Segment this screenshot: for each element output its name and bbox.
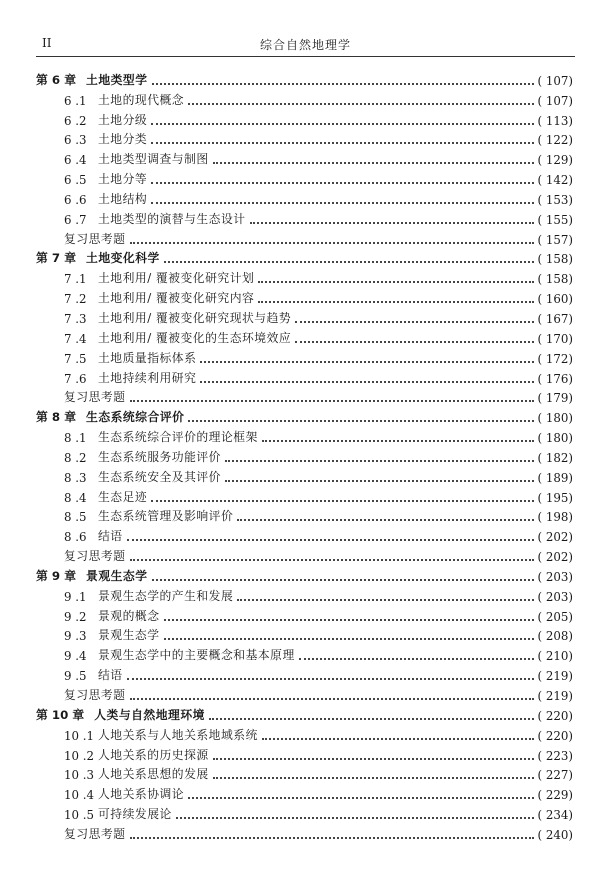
toc-page-number: ( 182) <box>537 450 573 465</box>
toc-entry-number: 9 .4 <box>64 649 87 664</box>
toc-entry-label: 土地结构 <box>98 191 148 206</box>
dot-leader <box>176 817 534 819</box>
toc-section-row[interactable] <box>36 584 573 604</box>
dot-leader <box>130 242 534 244</box>
toc-entry-label: 复习思考题 <box>64 231 126 246</box>
dot-leader <box>130 837 534 839</box>
toc-entry-label: 结语 <box>98 529 123 544</box>
toc-chapter-row[interactable] <box>36 405 573 425</box>
toc-section-row[interactable] <box>36 147 573 167</box>
toc-page-number: ( 220) <box>537 708 573 723</box>
toc-entry-label: 可持续发展论 <box>98 807 172 822</box>
toc-page-number: ( 176) <box>537 371 573 386</box>
toc-page-number: ( 107) <box>537 93 573 108</box>
toc-page-number: ( 129) <box>537 153 573 168</box>
dot-leader <box>130 698 534 700</box>
toc-entry-number: 9 .2 <box>64 609 87 624</box>
toc-entry-number: 第 9 章 <box>36 568 77 583</box>
toc-page-number: ( 160) <box>537 292 573 307</box>
toc-page-number: ( 203) <box>537 589 573 604</box>
toc-entry-label: 复习思考题 <box>64 826 126 841</box>
toc-page-number: ( 240) <box>537 827 573 842</box>
dot-leader <box>258 281 533 283</box>
toc-entry-number: 8 .1 <box>64 431 87 446</box>
toc-page-number: ( 172) <box>537 351 573 366</box>
toc-page-number: ( 179) <box>537 391 573 406</box>
toc-entry-number: 7 .4 <box>64 331 87 346</box>
dot-leader <box>262 738 534 740</box>
toc-entry-number: 7 .6 <box>64 371 87 386</box>
toc-entry-number: 6 .2 <box>64 113 87 128</box>
toc-entry-label: 土地类型调查与制图 <box>98 152 209 167</box>
dot-leader <box>237 599 533 601</box>
toc-entry-label: 人类与自然地理环境 <box>94 707 205 722</box>
toc-entry-label: 土地持续利用研究 <box>98 370 197 385</box>
toc-entry-label: 景观生态学 <box>86 568 148 583</box>
toc-entry-number: 6 .3 <box>64 133 87 148</box>
toc-section-row[interactable] <box>36 643 573 663</box>
toc-entry-number: 第 6 章 <box>36 72 77 87</box>
toc-section-row[interactable] <box>36 782 573 802</box>
toc-page-number: ( 122) <box>537 133 573 148</box>
toc-entry-number: 10 .4 <box>64 788 95 803</box>
toc-entry-number: 9 .1 <box>64 589 87 604</box>
toc-review-row[interactable] <box>36 386 573 406</box>
toc-page-number: ( 227) <box>537 768 573 783</box>
toc-entry-label: 结语 <box>98 668 123 683</box>
toc-entry-label: 土地分类 <box>98 132 148 147</box>
toc-section-row[interactable] <box>36 505 573 525</box>
toc-entry-label: 土地分等 <box>98 172 148 187</box>
toc-section-row[interactable] <box>36 326 573 346</box>
toc-section-row[interactable] <box>36 624 573 644</box>
toc-entry-number: 8 .2 <box>64 450 87 465</box>
toc-entry-label: 土地分级 <box>98 112 148 127</box>
table-of-contents <box>36 68 573 842</box>
toc-entry-label: 生态系统综合评价 <box>86 410 185 425</box>
dot-leader <box>130 559 534 561</box>
toc-entry-label: 复习思考题 <box>64 688 126 702</box>
toc-review-row[interactable] <box>36 683 573 703</box>
toc-entry-label: 土地利用/ 覆被变化研究现状与趋势 <box>98 310 292 325</box>
toc-section-row[interactable] <box>36 346 573 366</box>
toc-entry-number: 8 .6 <box>64 530 87 545</box>
toc-entry-number: 6 .6 <box>64 192 87 207</box>
toc-section-row[interactable] <box>36 465 573 485</box>
toc-page-number: ( 202) <box>537 550 573 565</box>
toc-entry-number: 6 .4 <box>64 153 87 168</box>
toc-section-row[interactable] <box>36 286 573 306</box>
toc-entry-label: 景观生态学的产生和发展 <box>98 588 234 603</box>
dot-leader <box>188 797 533 799</box>
toc-section-row[interactable] <box>36 604 573 624</box>
toc-entry-number: 7 .1 <box>64 272 87 287</box>
toc-entry-label: 复习思考题 <box>64 390 126 405</box>
toc-chapter-row[interactable] <box>36 703 573 723</box>
dot-leader <box>299 658 534 660</box>
toc-entry-label: 人地关系与人地关系地域系统 <box>98 727 258 742</box>
toc-section-row[interactable] <box>36 128 573 148</box>
dot-leader <box>151 500 533 502</box>
toc-entry-label: 土地变化科学 <box>86 251 160 266</box>
toc-entry-number: 第 10 章 <box>36 707 85 722</box>
dot-leader <box>130 400 534 402</box>
toc-entry-label: 土地利用/ 覆被变化研究内容 <box>98 291 255 306</box>
toc-page-number: ( 219) <box>537 689 573 703</box>
dot-leader <box>127 678 534 680</box>
toc-page-number: ( 223) <box>537 748 573 763</box>
toc-entry-number: 9 .3 <box>64 629 87 644</box>
dot-leader <box>237 519 533 521</box>
toc-section-row[interactable] <box>36 266 573 286</box>
dot-leader <box>151 182 533 184</box>
toc-entry-label: 土地类型的演替与生态设计 <box>98 211 246 226</box>
toc-entry-label: 景观生态学中的主要概念和基本原理 <box>98 648 295 663</box>
toc-entry-number: 7 .2 <box>64 292 87 307</box>
dot-leader <box>225 460 534 462</box>
toc-entry-number: 8 .4 <box>64 490 87 505</box>
toc-entry-number: 10 .1 <box>64 728 95 743</box>
dot-leader <box>151 202 533 204</box>
toc-entry-label: 土地质量指标体系 <box>98 350 197 365</box>
dot-leader <box>200 381 533 383</box>
dot-leader <box>127 539 534 541</box>
toc-section-row[interactable] <box>36 802 573 822</box>
toc-entry-number: 第 8 章 <box>36 410 77 425</box>
dot-leader <box>213 777 534 779</box>
toc-section-row[interactable] <box>36 485 573 505</box>
toc-review-row[interactable] <box>36 227 573 247</box>
toc-section-row[interactable] <box>36 763 573 783</box>
dot-leader <box>164 638 534 640</box>
toc-entry-number: 8 .3 <box>64 470 87 485</box>
toc-section-row[interactable] <box>36 187 573 207</box>
toc-page-number: ( 208) <box>537 629 573 644</box>
toc-page-number: ( 142) <box>537 173 573 188</box>
toc-chapter-row[interactable] <box>36 68 573 88</box>
dot-leader <box>213 162 534 164</box>
toc-entry-number: 10 .3 <box>64 768 95 783</box>
toc-entry-label: 土地类型学 <box>86 72 148 87</box>
dot-leader <box>152 579 534 581</box>
toc-page-number: ( 155) <box>537 212 573 227</box>
toc-entry-number: 9 .5 <box>64 669 87 684</box>
toc-section-row[interactable] <box>36 445 573 465</box>
toc-page-number: ( 189) <box>537 470 573 485</box>
toc-page-number: ( 198) <box>537 510 573 525</box>
dot-leader <box>151 142 533 144</box>
toc-section-row[interactable] <box>36 743 573 763</box>
book-title: 综合自然地理学 <box>259 38 351 52</box>
toc-chapter-row[interactable] <box>36 247 573 267</box>
toc-entry-label: 生态系统安全及其评价 <box>98 469 221 484</box>
toc-section-row[interactable] <box>36 167 573 187</box>
toc-chapter-row[interactable] <box>36 564 573 584</box>
toc-entry-label: 生态系统服务功能评价 <box>98 449 221 464</box>
toc-entry-label: 景观生态学 <box>98 628 160 643</box>
toc-page-number: ( 158) <box>537 272 573 287</box>
toc-page-number: ( 220) <box>537 728 573 743</box>
toc-entry-label: 生态足迹 <box>98 489 148 504</box>
toc-page-number: ( 203) <box>537 569 573 584</box>
dot-leader <box>200 361 533 363</box>
dot-leader <box>295 341 533 343</box>
toc-page-number: ( 205) <box>537 609 573 624</box>
toc-page-number: ( 107) <box>537 73 573 88</box>
toc-page-number: ( 180) <box>537 431 573 446</box>
toc-page-number: ( 219) <box>537 669 573 684</box>
toc-review-row[interactable] <box>36 822 573 842</box>
toc-entry-label: 景观的概念 <box>98 608 160 623</box>
dot-leader <box>250 222 534 224</box>
toc-section-row[interactable] <box>36 306 573 326</box>
toc-entry-label: 复习思考题 <box>64 549 126 564</box>
toc-entry-label: 土地利用/ 覆被变化研究计划 <box>98 271 255 286</box>
toc-section-row[interactable] <box>36 108 573 128</box>
toc-section-row[interactable] <box>36 88 573 108</box>
toc-entry-number: 6 .1 <box>64 93 87 108</box>
toc-entry-label: 生态系统管理及影响评价 <box>98 509 234 524</box>
dot-leader <box>188 103 533 105</box>
dot-leader <box>151 123 533 125</box>
dot-leader <box>262 440 534 442</box>
toc-entry-label: 土地的现代概念 <box>98 92 185 107</box>
toc-page-number: ( 113) <box>537 113 573 128</box>
toc-page-number: ( 202) <box>537 530 573 545</box>
toc-entry-number: 8 .5 <box>64 510 87 525</box>
toc-page-number: ( 210) <box>537 649 573 664</box>
toc-page-number: ( 180) <box>537 411 573 426</box>
dot-leader <box>209 718 534 720</box>
toc-entry-label: 人地关系协调论 <box>98 787 185 802</box>
toc-section-row[interactable] <box>36 207 573 227</box>
dot-leader <box>213 758 534 760</box>
toc-entry-number: 7 .3 <box>64 311 87 326</box>
dot-leader <box>152 83 534 85</box>
page-number: II <box>42 36 52 50</box>
toc-review-row[interactable] <box>36 544 573 564</box>
toc-page-number: ( 195) <box>537 490 573 505</box>
toc-entry-label: 人地关系的历史探源 <box>98 747 209 762</box>
toc-section-row[interactable] <box>36 425 573 445</box>
toc-entry-label: 生态系统综合评价的理论框架 <box>98 430 258 445</box>
page-header <box>36 34 575 57</box>
toc-page-number: ( 153) <box>537 192 573 207</box>
toc-page-number: ( 170) <box>537 331 573 346</box>
toc-section-row[interactable] <box>36 524 573 544</box>
toc-section-row[interactable] <box>36 366 573 386</box>
dot-leader <box>188 420 533 422</box>
toc-entry-number: 10 .5 <box>64 808 95 823</box>
dot-leader <box>258 301 533 303</box>
dot-leader <box>164 619 534 621</box>
toc-entry-number: 6 .7 <box>64 212 87 227</box>
toc-page-number: ( 158) <box>537 252 573 267</box>
toc-entry-label: 人地关系思想的发展 <box>98 767 209 782</box>
toc-entry-number: 7 .5 <box>64 351 87 366</box>
toc-page-number: ( 157) <box>537 232 573 247</box>
toc-entry-number: 6 .5 <box>64 173 87 188</box>
toc-section-row[interactable] <box>36 723 573 743</box>
toc-section-row[interactable] <box>36 663 573 683</box>
toc-entry-number: 第 7 章 <box>36 251 77 266</box>
toc-page-number: ( 234) <box>537 808 573 823</box>
toc-entry-number: 10 .2 <box>64 748 95 763</box>
toc-entry-label: 土地利用/ 覆被变化的生态环境效应 <box>98 330 292 345</box>
dot-leader <box>164 261 534 263</box>
dot-leader <box>295 321 533 323</box>
toc-page-number: ( 229) <box>537 788 573 803</box>
toc-page-number: ( 167) <box>537 311 573 326</box>
dot-leader <box>225 480 534 482</box>
